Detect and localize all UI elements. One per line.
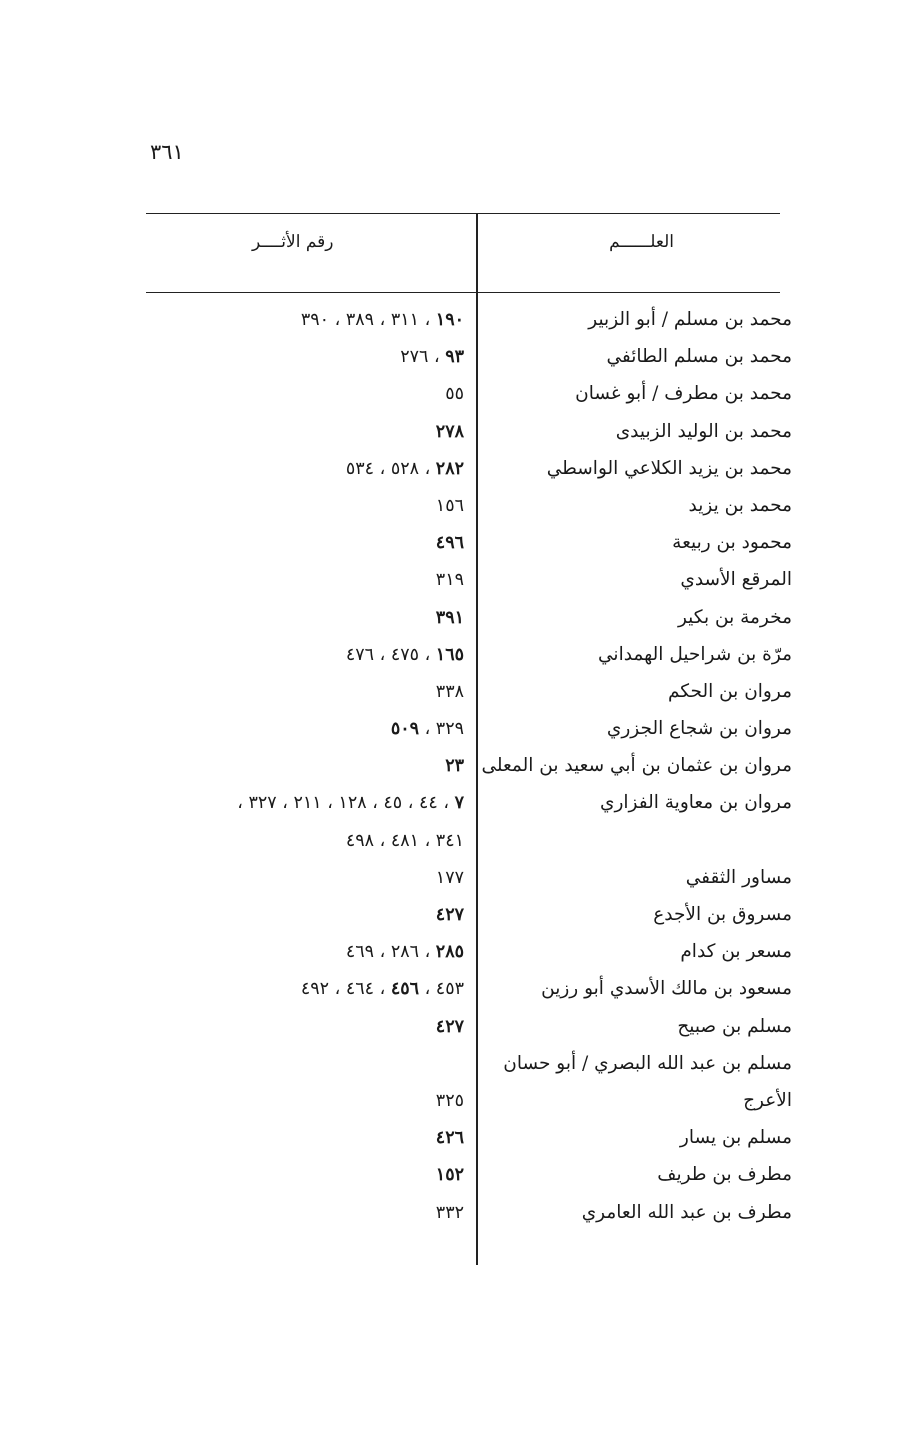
ref-number: ٥٥ [445, 384, 464, 405]
header-bottom-rule [146, 292, 780, 293]
table-row [0, 863, 902, 900]
table-row [0, 305, 902, 342]
table-row [0, 379, 902, 416]
table-top-rule [146, 213, 780, 214]
ref-number-bold: ٢٣ [445, 756, 464, 777]
table-row [0, 826, 902, 863]
table-row [0, 1123, 902, 1160]
ref-number-bold: ٥٠٩ [390, 719, 420, 740]
entry-ref-numbers [119, 384, 464, 404]
table-row [0, 751, 902, 788]
entry-name: محمد بن يزيد الكلاعي الواسطي [546, 457, 792, 479]
ref-number: ٤٥٣ ، [419, 979, 464, 1000]
entry-name: مروان بن شجاع الجزري [606, 718, 792, 740]
ref-number: ٣٣٢ [435, 1202, 464, 1223]
ref-number-bold: ١٩٠ [435, 310, 464, 330]
entry-ref-numbers [119, 645, 464, 665]
entry-ref-numbers [119, 793, 464, 813]
ref-number: ٣١٩ [435, 570, 464, 591]
table-row [0, 528, 902, 565]
table-row [0, 788, 902, 825]
entry-name: مرّة بن شراحيل الهمداني [598, 643, 792, 665]
ref-number: ٣٣٨ [435, 681, 464, 702]
entry-ref-numbers [119, 496, 464, 516]
entry-name: مسلم بن عبد الله البصري / أبو حسان [503, 1052, 792, 1074]
entry-ref-numbers [119, 979, 464, 999]
ref-number: ، ٢٨٦ ، ٤٦٩ [345, 942, 436, 963]
ref-number-bold: ٢٧٨ [435, 421, 464, 442]
entry-name: محمد بن مسلم / أبو الزبير [588, 309, 792, 330]
ref-number: ، ٣١١ ، ٣٨٩ ، ٣٩٠ [300, 310, 436, 330]
ref-number: ٣٢٩ ، [419, 719, 464, 740]
ref-number: ١٥٦ [435, 495, 464, 516]
ref-number-bold: ٢٨٢ [435, 458, 464, 479]
ref-number-bold: ١٦٥ [435, 644, 464, 665]
entry-ref-numbers [119, 459, 464, 479]
entry-ref-numbers [119, 682, 464, 702]
ref-number: ، ٤٦٤ ، ٤٩٢ [300, 979, 391, 1000]
entry-name: المرقع الأسدي [680, 569, 792, 591]
entry-ref-numbers [119, 570, 464, 590]
entry-ref-numbers [119, 533, 464, 553]
ref-number: ١٧٧ [435, 867, 464, 888]
entry-name: الأعرج [743, 1089, 792, 1111]
table-row [0, 565, 902, 602]
entry-ref-numbers [119, 905, 464, 925]
ref-number-bold: ٣٩١ [435, 607, 464, 628]
table-row [0, 1160, 902, 1197]
entry-ref-numbers [119, 831, 464, 851]
table-row [0, 640, 902, 677]
entry-ref-numbers [119, 1165, 464, 1185]
entry-name: مطرف بن عبد الله العامري [581, 1201, 792, 1223]
entry-name: مروان بن الحكم [667, 680, 792, 702]
entry-name: مسروق بن الأجدع [653, 904, 792, 925]
ref-number-bold: ٢٨٥ [435, 942, 464, 963]
header-ref-number: رقم الأثــــر [252, 232, 334, 252]
entry-name: مسلم بن يسار [679, 1127, 792, 1149]
entry-name: مروان بن عثمان بن أبي سعيد بن المعلى [481, 755, 792, 777]
entry-ref-numbers [119, 719, 464, 739]
ref-number: ٣٤١ ، ٤٨١ ، ٤٩٨ [345, 830, 464, 851]
ref-number: ، ٤٧٥ ، ٤٧٦ [345, 644, 436, 665]
table-row [0, 603, 902, 640]
table-row [0, 454, 902, 491]
entry-name: محمد بن مسلم الطائفي [606, 346, 792, 368]
entry-name: محمد بن الوليد الزبيدى [615, 420, 792, 442]
entry-ref-numbers [119, 756, 464, 776]
table-row [0, 1198, 902, 1235]
entry-name: مسلم بن صبيح [677, 1015, 792, 1037]
entry-ref-numbers [119, 422, 464, 442]
entry-ref-numbers [119, 942, 464, 962]
index-table-body [0, 305, 902, 1235]
ref-number-bold: ٤٢٧ [435, 905, 464, 925]
entry-name: محمد بن يزيد [688, 494, 792, 516]
page-number: ٣٦١ [150, 140, 184, 164]
entry-ref-numbers [119, 310, 464, 330]
ref-number-bold: ٧ [454, 793, 464, 814]
entry-ref-numbers [119, 1091, 464, 1111]
entry-name: مروان بن معاوية الفزاري [599, 792, 792, 814]
ref-number: ، ٥٢٨ ، ٥٣٤ [345, 458, 436, 479]
entry-name: مسعر بن كدام [680, 941, 792, 963]
table-row [0, 677, 902, 714]
table-row [0, 974, 902, 1011]
ref-number-bold: ٤٢٧ [435, 1016, 464, 1037]
ref-number-bold: ٤٥٦ [390, 979, 420, 1000]
table-row [0, 1086, 902, 1123]
table-row [0, 900, 902, 937]
header-name: العلــــــم [609, 232, 674, 252]
table-row [0, 417, 902, 454]
entry-name: مخرمة بن بكير [677, 606, 792, 628]
ref-number: ، ٤٤ ، ٤٥ ، ١٢٨ ، ٢١١ ، ٣٢٧ ، [237, 793, 455, 814]
entry-ref-numbers [119, 1128, 464, 1148]
table-row [0, 1049, 902, 1086]
table-row [0, 342, 902, 379]
ref-number: ، ٢٧٦ [400, 347, 446, 368]
entry-name: مطرف بن طريف [657, 1164, 792, 1186]
ref-number: ٣٢٥ [435, 1090, 464, 1111]
entry-name: محمد بن مطرف / أبو غسان [575, 383, 792, 405]
entry-ref-numbers [119, 1017, 464, 1037]
entry-ref-numbers [119, 608, 464, 628]
entry-ref-numbers [119, 1203, 464, 1223]
table-row [0, 1012, 902, 1049]
ref-number-bold: ٩٣ [445, 347, 464, 368]
entry-name: مسعود بن مالك الأسدي أبو رزين [541, 978, 792, 1000]
entry-ref-numbers [119, 868, 464, 888]
table-row [0, 491, 902, 528]
entry-name: محمود بن ربيعة [672, 532, 792, 554]
ref-number-bold: ١٥٢ [435, 1165, 464, 1186]
entry-ref-numbers [119, 347, 464, 367]
table-row [0, 937, 902, 974]
entry-name: مساور الثقفي [685, 866, 792, 888]
ref-number-bold: ٤٢٦ [435, 1128, 464, 1149]
table-row [0, 714, 902, 751]
ref-number-bold: ٤٩٦ [435, 533, 464, 554]
